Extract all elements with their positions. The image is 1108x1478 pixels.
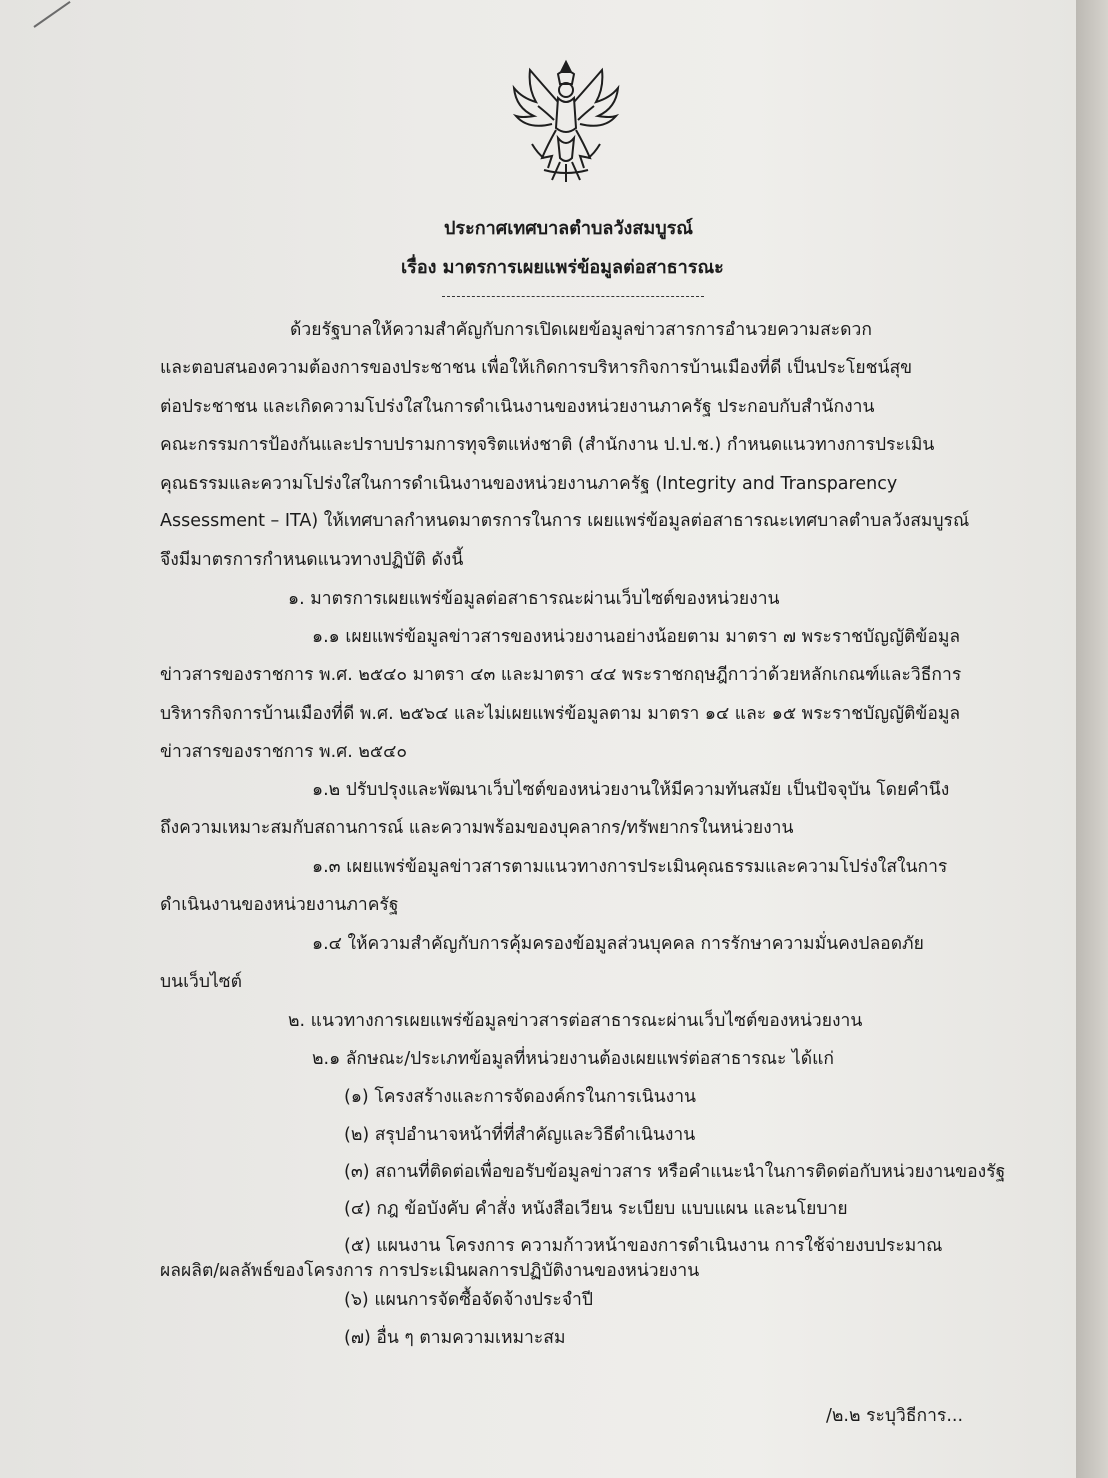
paragraph-line: ๒.๑ ลักษณะ/ประเภทข้อมูลที่หน่วยงานต้องเผยแพร่ต่อสาธารณะ ได้แก่	[312, 1049, 834, 1069]
list-item: (๔) กฎ ข้อบังคับ คำสั่ง หนังสือเวียน ระเบียบ แบบแผน และนโยบาย	[344, 1199, 848, 1219]
paragraph-line: และตอบสนองความต้องการของประชาชน เพื่อให้เกิดการบริหารกิจการบ้านเมืองที่ดี เป็นประโยชน์สุข	[160, 358, 913, 378]
paragraph-line: คณะกรรมการป้องกันและปราบปรามการทุจริตแห่งชาติ (สำนักงาน ป.ป.ช.) กำหนดแนวทางการประเมิน	[160, 435, 935, 455]
paragraph-line: ต่อประชาชน และเกิดความโปร่งใสในการดำเนินงานของหน่วยงานภาครัฐ ประกอบกับสำนักงาน	[160, 397, 875, 417]
paragraph-line: คุณธรรมและความโปร่งใสในการดำเนินงานของหน่วยงานภาครัฐ (Integrity and Transparency	[160, 474, 898, 494]
paragraph-line: ถึงความเหมาะสมกับสถานการณ์ และความพร้อมของบุคลากร/ทรัพยากรในหน่วยงาน	[160, 818, 794, 838]
title-separator	[442, 296, 704, 297]
paragraph-line: บนเว็บไซต์	[160, 972, 243, 992]
document-subject: เรื่อง มาตรการเผยแพร่ข้อมูลต่อสาธารณะ	[401, 257, 724, 278]
list-item: (๓) สถานที่ติดต่อเพื่อขอรับข้อมูลข่าวสาร หรือคำแนะนำในการติดต่อกับหน่วยงานของรัฐ	[344, 1162, 1006, 1182]
list-item: (๖) แผนการจัดซื้อจัดจ้างประจำปี	[344, 1290, 593, 1310]
paragraph-line: ด้วยรัฐบาลให้ความสำคัญกับการเปิดเผยข้อมูลข่าวสารการอำนวยความสะดวก	[290, 320, 872, 340]
paragraph-line: ข่าวสารของราชการ พ.ศ. ๒๕๔๐ มาตรา ๔๓ และมาตรา ๔๔ พระราชกฤษฎีกาว่าด้วยหลักเกณฑ์และวิธีการ	[160, 665, 962, 685]
paragraph-line: ดำเนินงานของหน่วยงานภาครัฐ	[160, 895, 399, 915]
section-heading: ๒. แนวทางการเผยแพร่ข้อมูลข่าวสารต่อสาธารณะผ่านเว็บไซต์ของหน่วยงาน	[288, 1011, 863, 1031]
paragraph-line: ข่าวสารของราชการ พ.ศ. ๒๕๔๐	[160, 742, 408, 762]
continuation-note: /๒.๒ ระบุวิธีการ...	[826, 1406, 964, 1426]
page-edge	[1076, 0, 1108, 1478]
pen-mark	[33, 1, 70, 28]
garuda-emblem	[508, 58, 624, 186]
paragraph-line: ๑.๓ เผยแพร่ข้อมูลข่าวสารตามแนวทางการประเมินคุณธรรมและความโปร่งใสในการ	[312, 857, 948, 877]
list-item: (๑) โครงสร้างและการจัดองค์กรในการเนินงาน	[344, 1087, 696, 1107]
paragraph-line: บริหารกิจการบ้านเมืองที่ดี พ.ศ. ๒๕๖๔ และไม่เผยแพร่ข้อมูลตาม มาตรา ๑๔ และ ๑๕ พระราชบัญญัติข้อมูล	[160, 704, 961, 724]
paragraph-line: ๑.๑ เผยแพร่ข้อมูลข่าวสารของหน่วยงานอย่างน้อยตาม มาตรา ๗ พระราชบัญญัติข้อมูล	[312, 627, 961, 647]
paragraph-line: Assessment – ITA) ให้เทศบาลกำหนดมาตรการในการ เผยแพร่ข้อมูลต่อสาธารณะเทศบาลตำบลวังสมบูรณ์	[160, 511, 970, 531]
paragraph-line: จึงมีมาตรการกำหนดแนวทางปฏิบัติ ดังนี้	[160, 550, 464, 570]
list-item: (๒) สรุปอำนาจหน้าที่ที่สำคัญและวิธีดำเนินงาน	[344, 1125, 696, 1145]
paragraph-line: ๑.๒ ปรับปรุงและพัฒนาเว็บไซต์ของหน่วยงานให้มีความทันสมัย เป็นปัจจุบัน โดยคำนึง	[312, 780, 950, 800]
list-item: (๕) แผนงาน โครงการ ความก้าวหน้าของการดำเนินงาน การใช้จ่ายงบประมาณ	[344, 1236, 943, 1256]
list-item-continuation: ผลผลิต/ผลลัพธ์ของโครงการ การประเมินผลการปฏิบัติงานของหน่วยงาน	[160, 1261, 700, 1281]
list-item: (๗) อื่น ๆ ตามความเหมาะสม	[344, 1328, 566, 1348]
document-title: ประกาศเทศบาลตำบลวังสมบูรณ์	[444, 218, 693, 239]
section-heading: ๑. มาตรการเผยแพร่ข้อมูลต่อสาธารณะผ่านเว็บไซต์ของหน่วยงาน	[288, 589, 780, 609]
paragraph-line: ๑.๔ ให้ความสำคัญกับการคุ้มครองข้อมูลส่วนบุคคล การรักษาความมั่นคงปลอดภัย	[312, 934, 924, 954]
